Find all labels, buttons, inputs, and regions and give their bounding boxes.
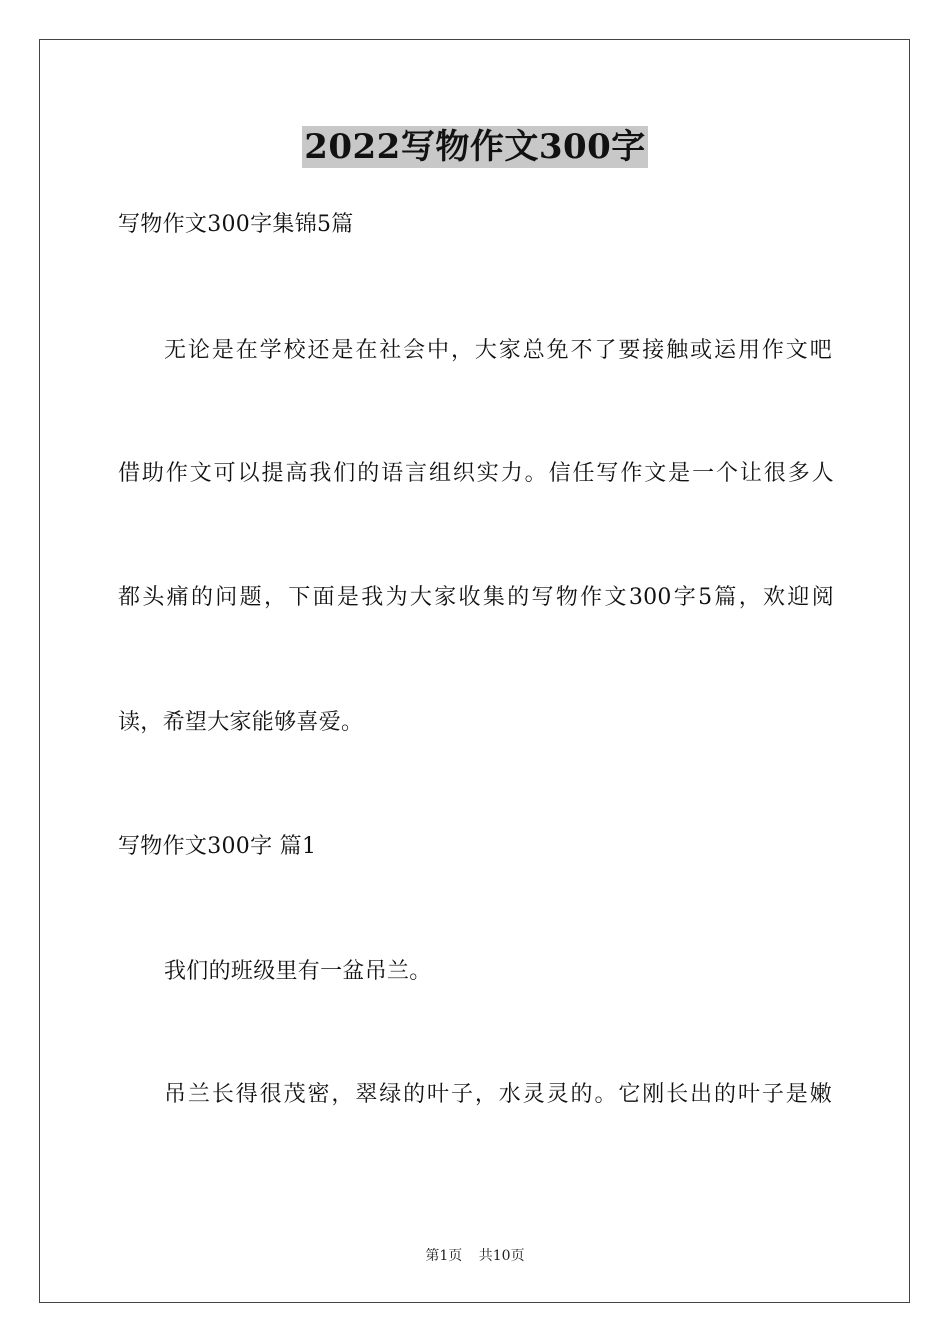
section-line-2: 吊兰长得很茂密，翠绿的叶子，水灵灵的。它刚长出的叶子是嫩 (164, 1082, 832, 1107)
intro-line-4: 读，希望大家能够喜爱。 (118, 710, 364, 735)
section-line-1: 我们的班级里有一盆吊兰。 (164, 959, 432, 984)
page-footer (0, 1246, 950, 1266)
title-container (0, 126, 950, 168)
intro-line-2: 借助作文可以提高我们的语言组织实力。信任写作文是一个让很多人 (118, 461, 834, 486)
page-total: 共10页 (478, 1248, 525, 1264)
document-title: 2022写物作文300字 (304, 127, 646, 167)
intro-line-3: 都头痛的问题，下面是我为大家收集的写物作文300字5篇，欢迎阅 (118, 585, 834, 610)
intro-line-1: 无论是在学校还是在社会中，大家总免不了要接触或运用作文吧 (164, 338, 832, 363)
page-number: 第1页 (425, 1248, 463, 1264)
section-heading: 写物作文300字 篇1 (118, 834, 317, 859)
document-subtitle: 写物作文300字集锦5篇 (118, 212, 354, 237)
